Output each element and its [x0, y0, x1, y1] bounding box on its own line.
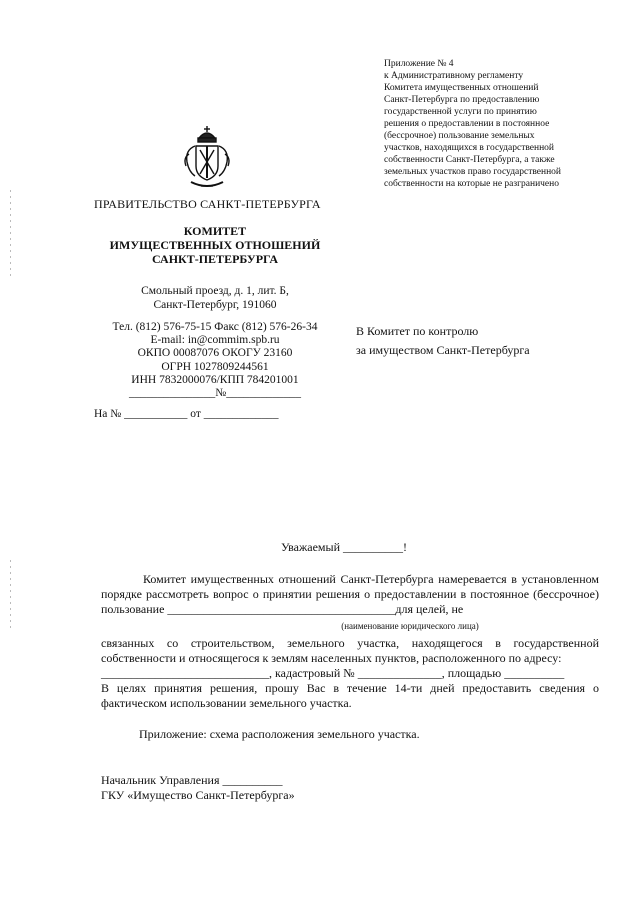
letter-body	[101, 572, 599, 742]
committee-name	[90, 224, 340, 266]
recipient-line: за имуществом Санкт-Петербурга	[356, 343, 530, 357]
contact-phone-fax: Тел. (812) 576-75-15 Факс (812) 576-26-34	[112, 321, 318, 333]
appendix-line: Санкт-Петербурга по предоставлению	[384, 95, 540, 105]
contact-ogrn: ОГРН 1027809244561	[161, 360, 269, 373]
appendix-line: к Административному регламенту	[384, 71, 524, 81]
appendix-line: Комитета имущественных отношений	[384, 83, 539, 93]
address-line: Смольный проезд, д. 1, лит. Б,	[141, 285, 289, 297]
contact-email: E-mail: in@commim.spb.ru	[150, 334, 280, 347]
committee-line: ИМУЩЕСТВЕННЫХ ОТНОШЕНИЙ	[109, 238, 321, 252]
outgoing-number-line: _______________№_____________	[129, 387, 301, 400]
appendix-note	[384, 58, 604, 190]
committee-address	[92, 284, 338, 312]
appendix-line: собственности на которые не разграничено	[384, 179, 559, 189]
appendix-line: государственной услуги по принятию	[384, 107, 537, 117]
attachment-note: Приложение: схема расположения земельного участка.	[139, 727, 420, 741]
paragraph-deadline: В целях принятия решения, прошу Вас в течение 14-ти дней предоставить сведения о фактическом использовании земельного участка.	[101, 681, 599, 710]
scan-margin-mark	[10, 190, 11, 280]
appendix-line: Приложение № 4	[384, 59, 454, 69]
government-name: ПРАВИТЕЛЬСТВО САНКТ-ПЕТЕРБУРГА	[94, 197, 321, 211]
recipient-line: В Комитет по контролю	[356, 324, 479, 338]
reference-number-line: На № ___________ от _____________	[94, 408, 279, 420]
appendix-line: (бессрочное) пользование земельных	[384, 131, 535, 141]
committee-line: КОМИТЕТ	[183, 224, 247, 238]
contact-inn: ИНН 7832000076/КПП 784201001	[131, 373, 299, 386]
caption-legal-entity: (наименование юридического лица)	[341, 621, 479, 631]
appendix-line: земельных участков право государственной	[384, 167, 562, 177]
appendix-line: собственности Санкт-Петербурга, а также	[384, 155, 555, 165]
paragraph-land-plot: связанных со строительством, земельного участка, находящегося в государственной собственности и относящегося к землям населенных пунктов, расположенного по адресу:	[101, 636, 599, 665]
contact-okpo: ОКПО 00087076 ОКОГУ 23160	[137, 347, 293, 360]
appendix-line: участков, находящихся в государственной	[384, 143, 555, 153]
greeting: Уважаемый __________!	[281, 540, 407, 554]
contact-details	[90, 321, 340, 400]
address-line: Санкт-Петербург, 191060	[153, 299, 277, 311]
coat-of-arms-emblem	[181, 124, 233, 194]
address-fill-line: ____________________________, кадастровый № ______________, площадью __________	[101, 666, 565, 680]
signature-position: Начальник Управления __________	[101, 773, 283, 787]
recipient-block	[356, 322, 530, 360]
scan-margin-mark	[10, 560, 11, 630]
appendix-line: решения о предоставлении в постоянное	[384, 119, 550, 129]
signature-organization: ГКУ «Имущество Санкт-Петербурга»	[101, 788, 295, 802]
paragraph-request: Комитет имущественных отношений Санкт-Петербурга намеревается в установленном порядке рассмотреть вопрос о принятии решения о предоставлении в постоянное (бессрочное) пользование ______________________________________для целей, не	[101, 572, 599, 616]
committee-line: САНКТ-ПЕТЕРБУРГА	[151, 252, 279, 266]
signature-block	[101, 773, 295, 803]
